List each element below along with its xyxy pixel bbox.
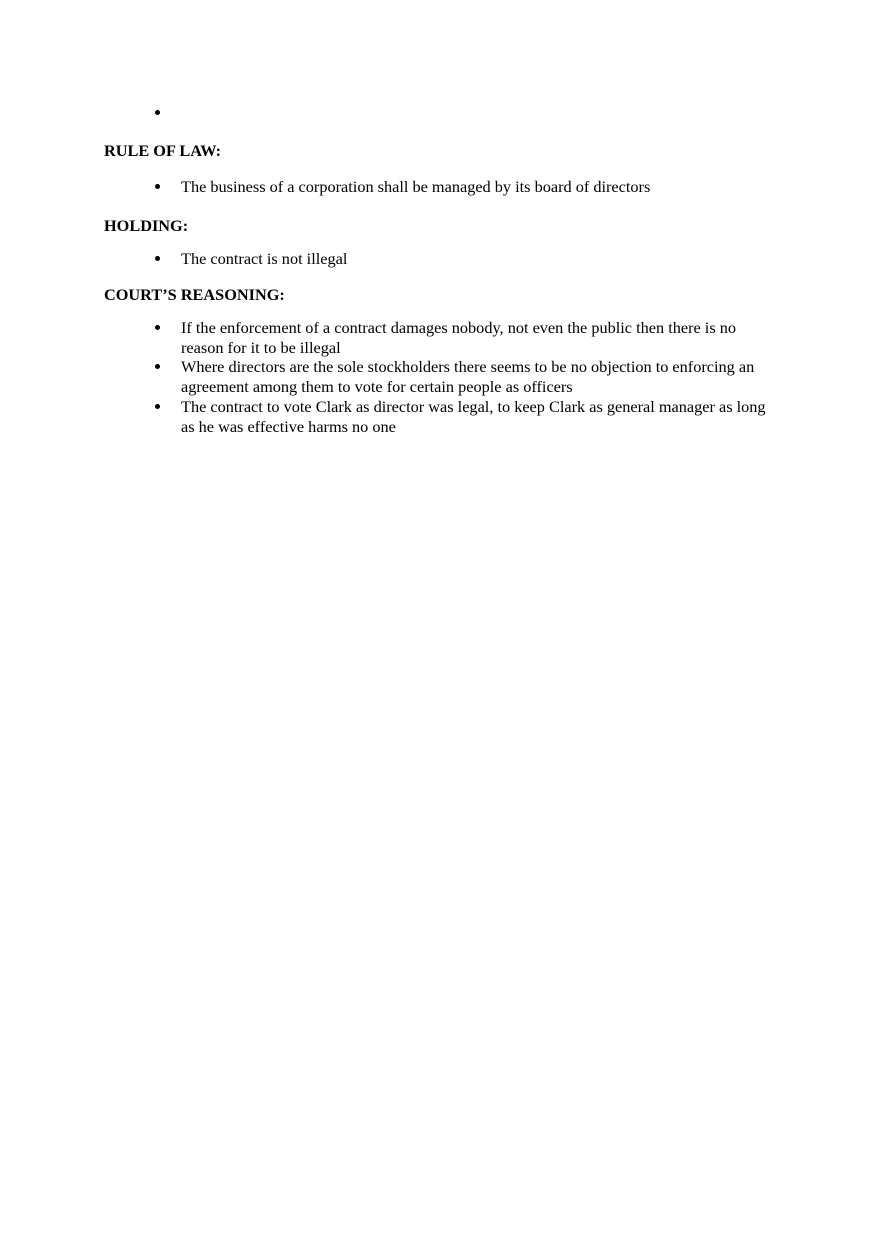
bullet-icon — [154, 318, 162, 338]
bullet-icon — [154, 249, 162, 269]
heading-rule-of-law: RULE OF LAW: — [104, 141, 221, 160]
rule-of-law-item: The business of a corporation shall be managed by its board of directors — [181, 177, 651, 196]
bullet-icon — [154, 357, 162, 377]
reasoning-item: If the enforcement of a contract damages nobody, not even the public then there is no reason for it to be illegal — [181, 318, 737, 357]
holding-item: The contract is not illegal — [181, 249, 348, 268]
bullet-icon — [154, 177, 162, 197]
reasoning-item: The contract to vote Clark as director was legal, to keep Clark as general manager as long as he was effective harms no one — [181, 397, 766, 436]
empty-bullet-icon — [154, 103, 162, 123]
bullet-icon — [154, 397, 162, 417]
heading-holding: HOLDING: — [104, 216, 189, 235]
reasoning-item: Where directors are the sole stockholders there seems to be no objection to enforcing an agreement among them to vote for certain people as officers — [181, 357, 755, 396]
heading-courts-reasoning: COURT’S REASONING: — [104, 285, 285, 304]
